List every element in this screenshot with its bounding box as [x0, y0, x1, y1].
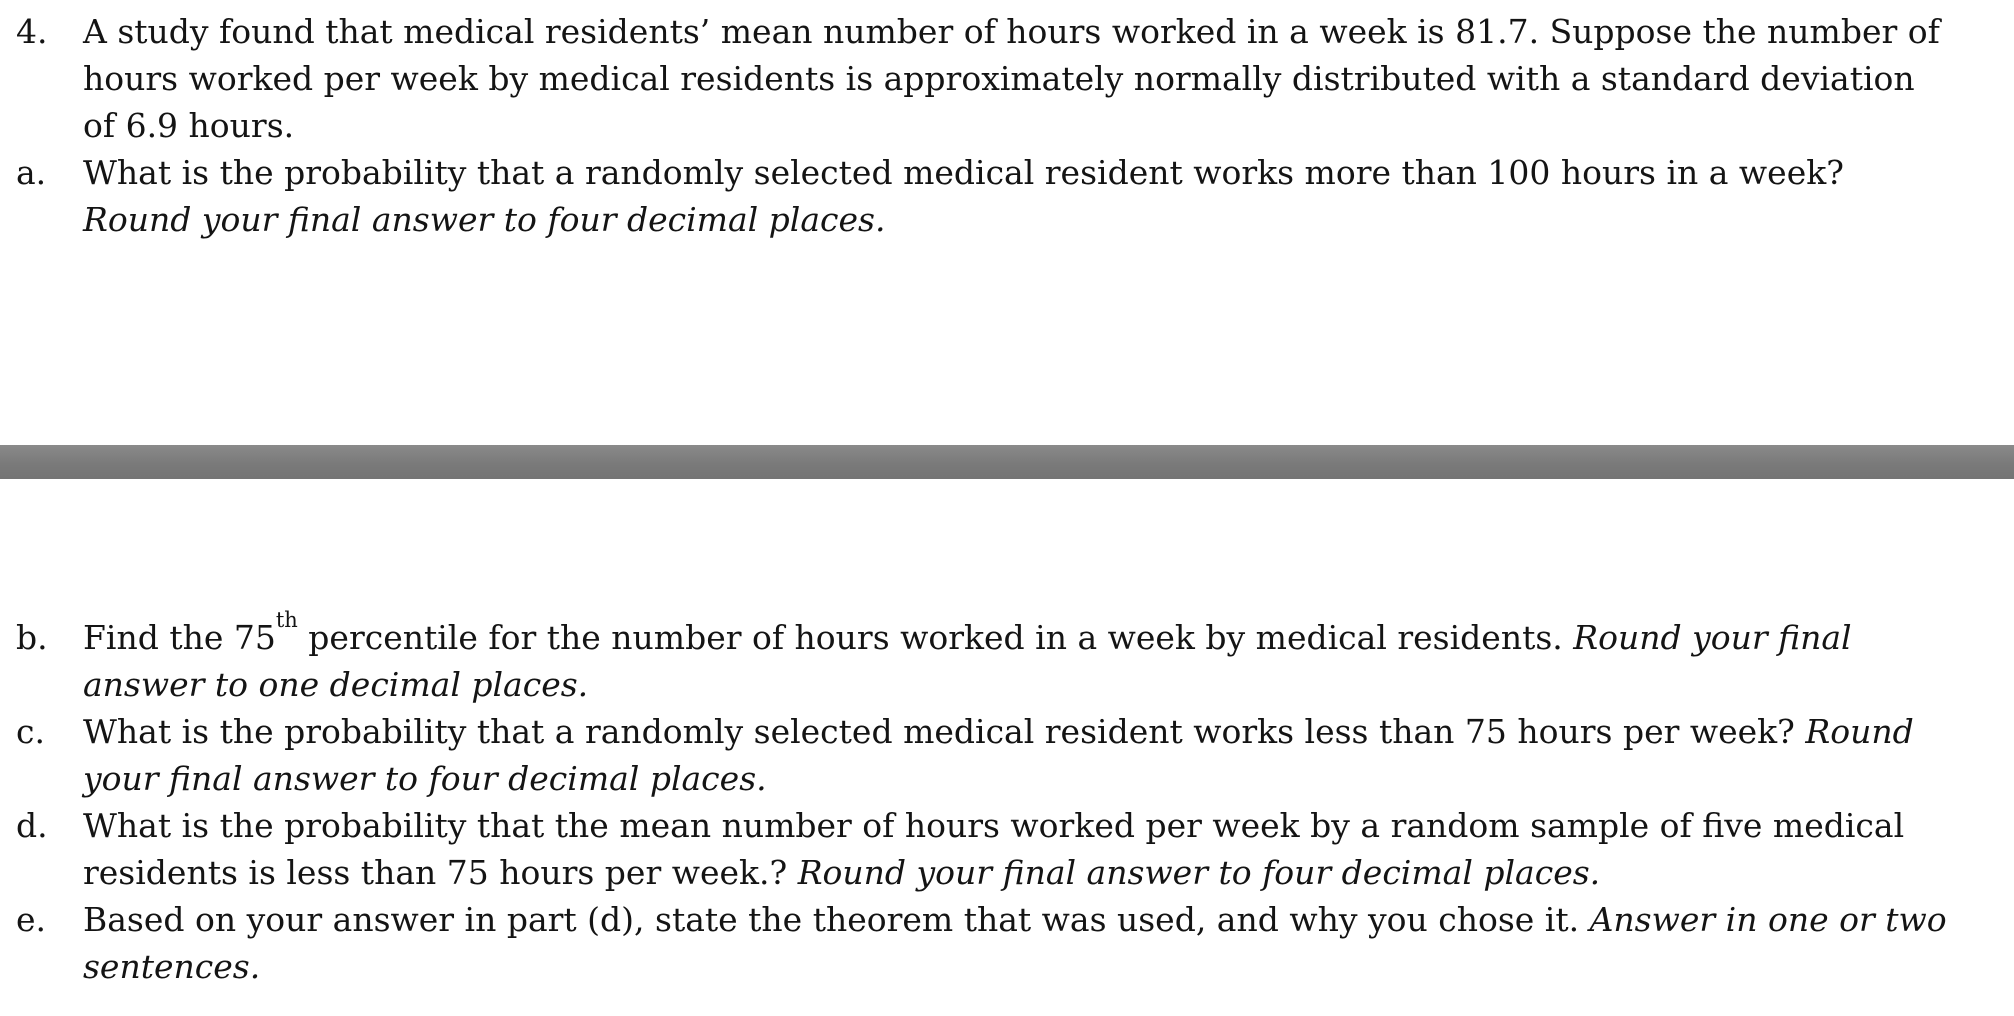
part-b	[0, 608, 2014, 708]
part-b-instruction-start: Round your final	[1573, 618, 1852, 657]
part-a-line-1: What is the probability that a randomly selected medical resident works more than 100 hours in a week?	[83, 153, 1844, 192]
part-c	[0, 708, 2014, 802]
part-a	[0, 149, 2014, 243]
part-e-instruction-start: Answer in one or two	[1589, 900, 1947, 939]
part-b-text-pre: Find the 75	[83, 618, 276, 657]
part-e-marker: e.	[16, 900, 47, 939]
part-c-line-1	[83, 708, 1998, 755]
question-stem-text	[83, 8, 1998, 149]
part-d-instruction: Round your final answer to four decimal places.	[797, 853, 1601, 892]
part-d-line-2	[83, 849, 1998, 896]
stem-line-1: A study found that medical residents’ mean number of hours worked in a week is 81.7. Suppose the number of	[83, 12, 1940, 51]
part-e-instruction-end: sentences.	[83, 947, 261, 986]
part-c-instruction-start: Round	[1805, 712, 1914, 751]
part-c-instruction-end: your final answer to four decimal places.	[83, 759, 767, 798]
part-a-marker: a.	[16, 153, 47, 192]
part-d-question-end: residents is less than 75 hours per week.?	[83, 853, 798, 892]
part-b-line-1: Find the 75th percentile for the number of hours worked in a week by medical residents. Round your final	[83, 608, 1852, 657]
part-d-line-1: What is the probability that the mean number of hours worked per week by a random sample of five medical	[83, 806, 1905, 845]
part-d	[0, 802, 2014, 896]
part-c-question: What is the probability that a randomly selected medical resident works less than 75 hours per week?	[83, 712, 1806, 751]
part-d-text	[83, 802, 1998, 896]
part-e-text	[83, 896, 1998, 990]
section-divider	[0, 445, 2014, 479]
question-stem	[0, 8, 2014, 149]
part-b-text-post: percentile for the number of hours worked in a week by medical residents.	[297, 618, 1574, 657]
part-d-marker: d.	[16, 806, 48, 845]
question-number: 4.	[16, 12, 48, 51]
part-b-text	[83, 608, 1998, 708]
part-e-question: Based on your answer in part (d), state the theorem that was used, and why you chose it.	[83, 900, 1590, 939]
stem-line-3: of 6.9 hours.	[83, 106, 295, 145]
part-e	[0, 896, 2014, 990]
part-e-line-1	[83, 896, 1998, 943]
question-top-section	[0, 8, 2014, 243]
part-c-marker: c.	[16, 712, 45, 751]
question-bottom-section	[0, 608, 2014, 990]
part-a-instruction: Round your final answer to four decimal places.	[83, 200, 886, 239]
part-b-instruction-end: answer to one decimal places.	[83, 665, 589, 704]
stem-line-2: hours worked per week by medical residents is approximately normally distributed with a standard deviation	[83, 59, 1915, 98]
part-c-text	[83, 708, 1998, 802]
part-a-text	[83, 149, 1998, 243]
part-b-marker: b.	[16, 618, 48, 657]
answer-space-a	[0, 245, 2014, 445]
